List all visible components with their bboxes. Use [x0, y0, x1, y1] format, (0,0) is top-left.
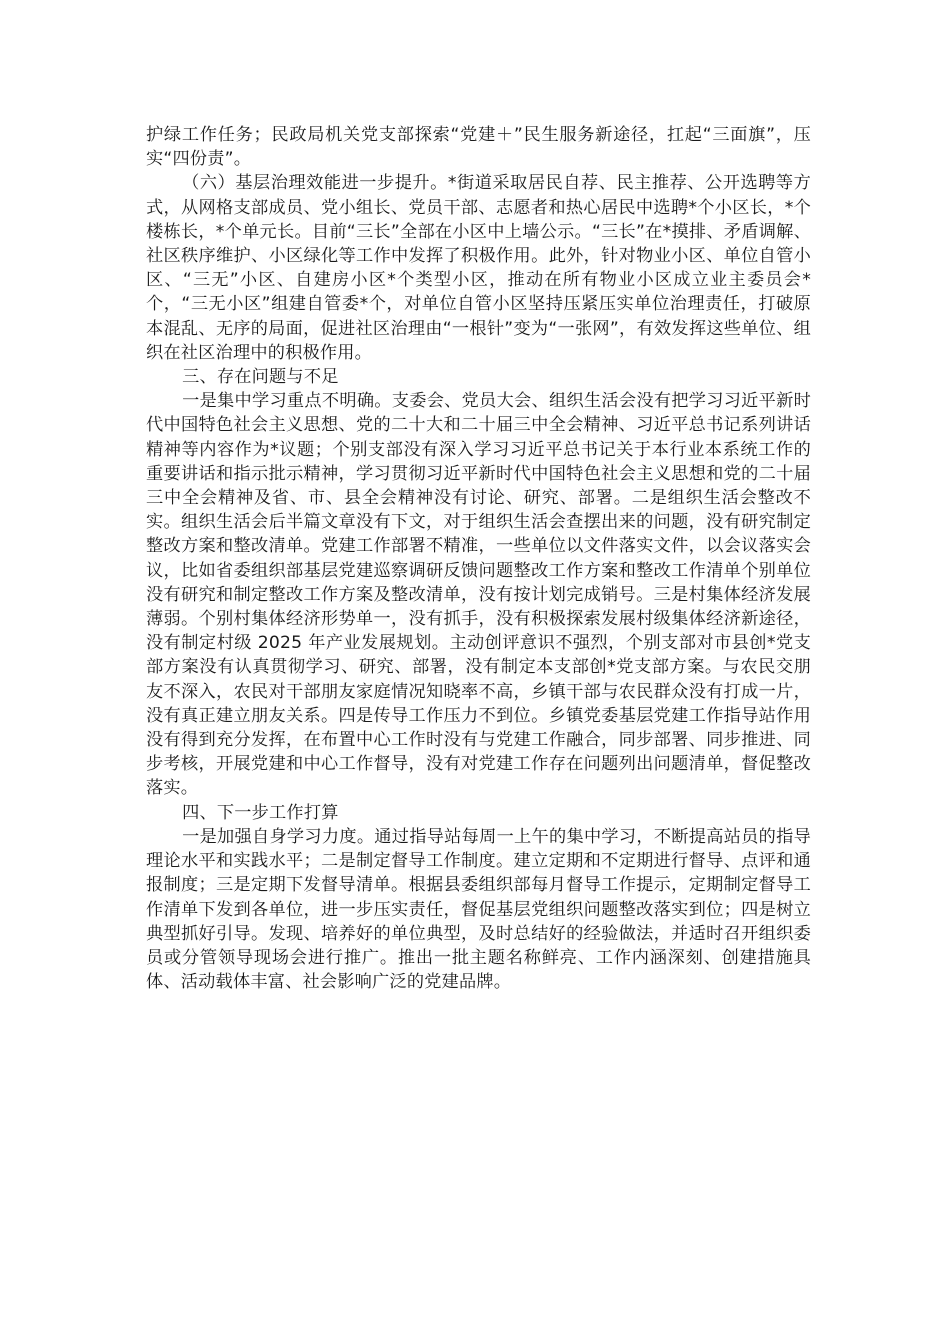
section-heading-problems: 三、存在问题与不足	[182, 367, 339, 388]
paragraph-grassroots-governance: （六）基层治理效能进一步提升。*街道采取居民自荐、民主推荐、公开选聘等方式，从网格支部成员、党小组长、党员干部、志愿者和热心居民中选聘*个小区长，*个楼栋长，*个单元长。目前“三长”全部在小区中上墙公示。“三长”在*摸排、矛盾调解、社区秩序维护、小区绿化等工作中发挥了积极作用。此外，针对物业小区、单位自管小区、“三无”小区、自建房小区*个类型小区，推动在所有物业小区成立业主委员会*个，“三无小区”组建自管委*个，对单位自管小区坚持压紧压实单位治理责任，打破原本混乱、无序的局面，促进社区治理由“一根针”变为“一张网”，有效发挥这些单位、组织在社区治理中的积极作用。	[146, 173, 811, 363]
section-heading-next-steps: 四、下一步工作打算	[182, 802, 339, 823]
paragraph-next-steps: 一是加强自身学习力度。通过指导站每周一上午的集中学习，不断提高站员的指导理论水平和实践水平；二是制定督导工作制度。建立定期和不定期进行督导、点评和通报制度；三是定期下发督导清单。根据县委组织部每月督导工作提示，定期制定督导工作清单下发到各单位，进一步压实责任，督促基层党组织问题整改落实到位；四是树立典型抓好引导。发现、培养好的单位典型，及时总结好的经验做法，并适时召开组织委员或分管领导现场会进行推广。推出一批主题名称鲜亮、工作内涵深刻、创建措施具体、活动载体丰富、社会影响广泛的党建品牌。	[146, 826, 811, 993]
document-page	[146, 123, 811, 994]
paragraph-continuation: 护绿工作任务；民政局机关党支部探索“党建＋”民生服务新途径，扛起“三面旗”，压实“四份责”。	[146, 125, 811, 170]
paragraph-problems: 一是集中学习重点不明确。支委会、党员大会、组织生活会没有把学习习近平新时代中国特色社会主义思想、党的二十大和二十届三中全会精神、习近平总书记系列讲话精神等内容作为*议题；个别支部没有深入学习习近平总书记关于本行业本系统工作的重要讲话和指示批示精神，学习贯彻习近平新时代中国特色社会主义思想和党的二十届三中全会精神及省、市、县全会精神没有讨论、研究、部署。二是组织生活会整改不实。组织生活会后半篇文章没有下文，对于组织生活会查摆出来的问题，没有研究制定整改方案和整改清单。党建工作部署不精准，一些单位以文件落实文件，以会议落实会议，比如省委组织部基层党建巡察调研反馈问题整改工作方案和整改工作清单个别单位没有研究和制定整改工作方案及整改清单，没有按计划完成销号。三是村集体经济发展薄弱。个别村集体经济形势单一，没有抓手，没有积极探索发展村级集体经济新途径，没有制定村级 2025 年产业发展规划。主动创评意识不强烈，个别支部对市县创*党支部方案没有认真贯彻学习、研究、部署，没有制定本支部创*党支部方案。与农民交朋友不深入，农民对干部朋友家庭情况知晓率不高，乡镇干部与农民群众没有打成一片，没有真正建立朋友关系。四是传导工作压力不到位。乡镇党委基层党建工作指导站作用没有得到充分发挥，在布置中心工作时没有与党建工作融合，同步部署、同步推进、同步考核，开展党建和中心工作督导，没有对党建工作存在问题列出问题清单，督促整改落实。	[146, 391, 811, 799]
